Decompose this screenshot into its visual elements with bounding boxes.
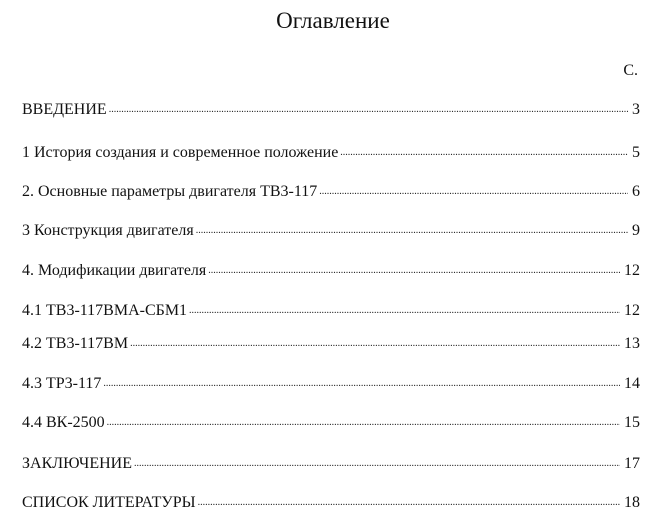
toc-entry-label: 2. Основные параметры двигателя ТВ3-117 <box>22 183 318 200</box>
toc-entry-tv3-117vm[interactable] <box>22 332 640 354</box>
toc-entry-page: 15 <box>624 414 640 431</box>
toc-leader-dots <box>189 304 620 318</box>
toc-entry-page: 3 <box>632 101 640 118</box>
toc-leader-dots <box>198 496 620 510</box>
toc-entry-label: 1 История создания и современное положение <box>22 144 339 161</box>
page-column-label: С. <box>623 62 638 79</box>
toc-entry-label: ВВЕДЕНИЕ <box>22 101 107 118</box>
toc-entry-page: 9 <box>632 222 640 239</box>
toc-leader-dots <box>134 457 620 471</box>
toc-entry-modifications[interactable] <box>22 259 640 281</box>
toc-entry-history[interactable] <box>22 141 640 163</box>
toc-entry-references[interactable] <box>22 491 640 513</box>
toc-entry-page: 12 <box>624 302 640 319</box>
toc-entry-vk-2500[interactable] <box>22 411 640 433</box>
toc-leader-dots <box>103 377 620 391</box>
toc-leader-dots <box>319 185 628 199</box>
toc-entry-label: 3 Конструкция двигателя <box>22 222 194 239</box>
toc-entry-conclusion[interactable] <box>22 452 640 474</box>
toc-entry-label: 4.4 ВК-2500 <box>22 414 105 431</box>
toc-entry-page: 6 <box>632 183 640 200</box>
toc-leader-dots <box>107 416 620 430</box>
toc-leader-dots <box>196 224 628 238</box>
toc-entry-tv3-117vma-sbm1[interactable] <box>22 299 640 321</box>
toc-leader-dots <box>130 337 620 351</box>
toc-entry-page: 17 <box>624 455 640 472</box>
toc-leader-dots <box>109 103 628 117</box>
toc-entry-label: СПИСОК ЛИТЕРАТУРЫ <box>22 494 196 511</box>
toc-entry-parameters[interactable] <box>22 180 640 202</box>
toc-entry-page: 18 <box>624 494 640 511</box>
toc-entry-page: 13 <box>624 335 640 352</box>
toc-leader-dots <box>340 146 628 160</box>
toc-entry-tr3-117[interactable] <box>22 372 640 394</box>
toc-title: Оглавление <box>276 8 390 33</box>
toc-entry-design[interactable] <box>22 219 640 241</box>
toc-entry-label: 4.1 ТВ3-117ВМА-СБМ1 <box>22 302 188 319</box>
toc-entry-introduction[interactable] <box>22 98 640 120</box>
toc-entry-label: 4. Модификации двигателя <box>22 262 207 279</box>
toc-leader-dots <box>208 264 620 278</box>
toc-entry-page: 12 <box>624 262 640 279</box>
toc-entry-page: 14 <box>624 375 640 392</box>
toc-entry-label: ЗАКЛЮЧЕНИЕ <box>22 455 132 472</box>
toc-entry-page: 5 <box>632 144 640 161</box>
toc-entry-label: 4.2 ТВ3-117ВМ <box>22 335 129 352</box>
toc-entry-label: 4.3 ТР3-117 <box>22 375 102 392</box>
